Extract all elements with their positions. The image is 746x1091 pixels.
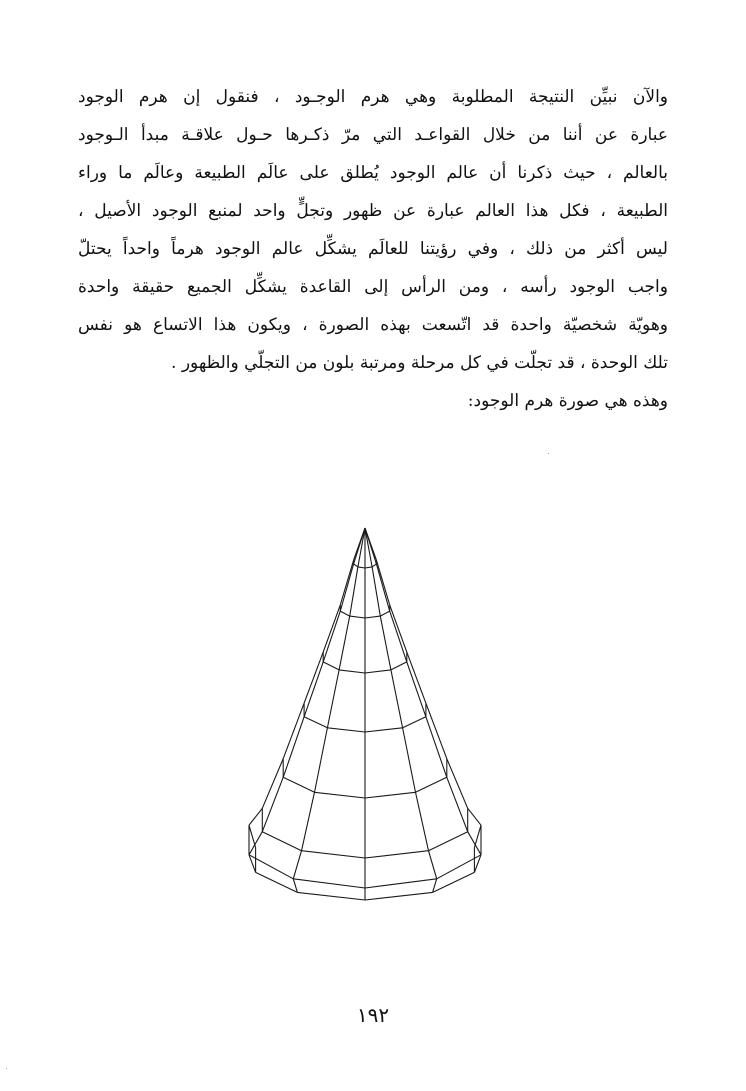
pyramid-edge xyxy=(376,560,389,605)
pyramid-edge xyxy=(262,777,283,831)
paragraph-line: الطبيعة ، فكل هذا العالم عبارة عن ظهور وتجلٍّ واحد لمنبع الوجود الأصيل ، xyxy=(78,201,668,221)
pyramid-edge xyxy=(340,560,353,605)
pyramid-edge xyxy=(340,611,349,616)
body-text xyxy=(78,78,668,420)
pyramid-edge xyxy=(283,717,304,778)
pyramid-edge xyxy=(327,728,365,732)
paragraph-line: بالعالم ، حيث ذكرنا أن عالم الوجود يُطلق على عالَم الطبيعة وعالَم ما وراء xyxy=(78,163,668,183)
paragraph-line: والآن نبيِّن النتيجة المطلوبة وهي هرم الوجـود ، فنقول إن هرم الوجود xyxy=(78,87,668,107)
pyramid-edge xyxy=(249,808,262,825)
pyramid-edge xyxy=(262,759,283,809)
pyramid-edge xyxy=(390,605,407,652)
pyramid-edge xyxy=(416,777,447,792)
pyramid-edge xyxy=(339,616,350,670)
figure-caption: وهذه هي صورة هرم الوجود: xyxy=(467,391,668,411)
pyramid-edge xyxy=(262,832,301,851)
pyramid-edge xyxy=(327,670,339,728)
pyramid-edge xyxy=(323,662,339,670)
pyramid-edge xyxy=(304,717,327,728)
pyramid-edge xyxy=(429,851,437,879)
pyramid-edge xyxy=(365,567,372,568)
pyramid-edge xyxy=(380,611,389,616)
paragraph-line: وهويّة شخصيّة واحدة قد اتّسعت بهذه الصورة ، ويكون هذا الاتساع هو نفس xyxy=(78,315,668,335)
pyramid-edge xyxy=(297,892,365,900)
scan-speck xyxy=(548,453,549,454)
pyramid-edge xyxy=(283,703,304,759)
pyramid-edge xyxy=(391,670,403,728)
pyramid-edge xyxy=(249,825,256,847)
pyramid-edge xyxy=(365,851,429,858)
pyramid-edge xyxy=(350,616,365,618)
paragraph-line: واجب الوجود رأسه ، ومن الرأس إلى القاعدة يشكِّل الجميع حقيقة واحدة xyxy=(78,277,668,297)
pyramid-edge xyxy=(447,777,468,831)
pyramid-edge xyxy=(468,808,481,825)
pyramid-edge xyxy=(293,879,365,888)
pyramid-edge xyxy=(390,611,407,662)
pyramid-edge xyxy=(283,777,314,792)
pyramid-edge xyxy=(365,616,380,618)
pyramid-edge xyxy=(447,759,468,809)
pyramid-edge xyxy=(365,792,416,798)
pyramid-edge xyxy=(380,616,391,670)
pyramid-edge xyxy=(315,728,328,793)
pyramid-edge xyxy=(256,872,298,892)
pyramid-edge xyxy=(358,567,365,568)
pyramid-edge xyxy=(302,792,315,850)
pyramid-edge xyxy=(304,662,323,717)
pyramid-edge xyxy=(365,892,433,900)
pyramid-edge xyxy=(302,851,366,858)
pyramid-edge xyxy=(323,611,340,662)
pyramid-of-existence-icon xyxy=(220,520,520,915)
pyramid-edge xyxy=(372,564,376,567)
pyramid-edge xyxy=(339,670,365,673)
pyramid-edge xyxy=(365,670,391,673)
pyramid-edge xyxy=(391,662,407,670)
pyramid-edge xyxy=(323,605,340,652)
pyramid-edge xyxy=(354,564,358,567)
pyramid-edge xyxy=(433,872,475,892)
pyramid-edge xyxy=(365,728,403,732)
pyramid-edge xyxy=(416,792,429,850)
page-number: ١٩٢ xyxy=(356,1003,390,1027)
pyramid-edge xyxy=(293,851,301,879)
pyramid-edge xyxy=(354,528,365,560)
scan-speck xyxy=(6,1068,7,1069)
pyramid-edge xyxy=(403,717,426,728)
pyramid-edge xyxy=(407,652,426,703)
pyramid-edge xyxy=(426,717,447,778)
pyramid-edge xyxy=(304,652,323,703)
paragraph-line: عبارة عن أننا من خلال القواعـد التي مرّ ذكـرها حـول علاقـة مبدأ الـوجود xyxy=(78,125,668,145)
pyramid-edge xyxy=(315,792,366,798)
pyramid-edge xyxy=(365,879,437,888)
paragraph-line: ليس أكثر من ذلك ، وفي رؤيتنا للعالَم يشكِّل عالم الوجود هرماً واحداً يحتلّ xyxy=(78,239,668,259)
pyramid-edge xyxy=(407,662,426,717)
pyramid-edge xyxy=(403,728,416,793)
paragraph-line: تلك الوحدة ، قد تجلّت في كل مرحلة ومرتبة بلون من التجلّي والظهور . xyxy=(171,353,668,373)
pyramid-edge xyxy=(426,703,447,759)
pyramid-edge xyxy=(429,832,468,851)
pyramid-figure xyxy=(220,520,520,915)
